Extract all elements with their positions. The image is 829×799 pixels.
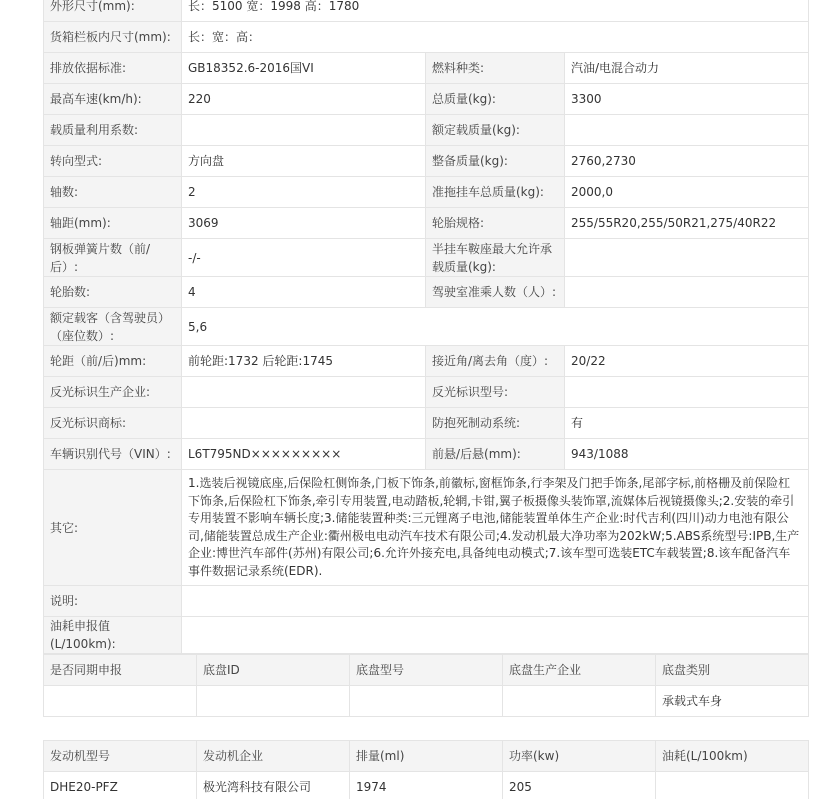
spec-row xyxy=(44,586,809,617)
spec-row xyxy=(44,115,809,146)
spec-row xyxy=(44,439,809,470)
spec-value xyxy=(182,377,426,408)
spec-label: 燃料种类: xyxy=(426,53,565,84)
spec-row xyxy=(44,22,809,53)
spec-value: 前轮距:1732 后轮距:1745 xyxy=(182,346,426,377)
spec-label: 轮胎数: xyxy=(44,277,182,308)
chassis-header-cell: 底盘生产企业 xyxy=(503,655,656,686)
engine-header-row xyxy=(44,741,809,772)
spec-label: 其它: xyxy=(44,470,182,586)
engine-data-row xyxy=(44,772,809,799)
spec-label: 反光标识生产企业: xyxy=(44,377,182,408)
engine-header-cell: 发动机企业 xyxy=(197,741,350,772)
chassis-cell xyxy=(44,686,197,717)
spec-value: 255/55R20,255/50R21,275/40R22 xyxy=(565,208,809,239)
spec-label: 前悬/后悬(mm): xyxy=(426,439,565,470)
spec-label: 总质量(kg): xyxy=(426,84,565,115)
spec-label: 钢板弹簧片数（前/后）: xyxy=(44,239,182,277)
spec-label: 轴数: xyxy=(44,177,182,208)
chassis-header-row xyxy=(44,655,809,686)
spec-value: L6T795ND××××××××× xyxy=(182,439,426,470)
chassis-cell xyxy=(197,686,350,717)
spec-value xyxy=(182,115,426,146)
spec-label: 反光标识型号: xyxy=(426,377,565,408)
spec-label: 油耗申报值(L/100km): xyxy=(44,617,182,654)
spec-row xyxy=(44,277,809,308)
spec-label: 说明: xyxy=(44,586,182,617)
spec-row xyxy=(44,177,809,208)
spec-label: 车辆识别代号（VIN）: xyxy=(44,439,182,470)
chassis-table xyxy=(43,654,809,717)
chassis-header-cell: 是否同期申报 xyxy=(44,655,197,686)
spec-value: 2 xyxy=(182,177,426,208)
engine-cell: 1974 xyxy=(350,772,503,799)
spec-value: 5,6 xyxy=(182,308,809,346)
spec-value: 长：5100 宽：1998 高：1780 xyxy=(182,0,809,22)
spec-label: 整备质量(kg): xyxy=(426,146,565,177)
spec-value: 3069 xyxy=(182,208,426,239)
vehicle-spec-table xyxy=(43,0,809,654)
chassis-cell: 承载式车身 xyxy=(656,686,809,717)
chassis-header-cell: 底盘类别 xyxy=(656,655,809,686)
engine-header-cell: 功率(kw) xyxy=(503,741,656,772)
spec-value: 220 xyxy=(182,84,426,115)
spec-label: 额定载质量(kg): xyxy=(426,115,565,146)
spec-value xyxy=(565,115,809,146)
spec-row xyxy=(44,146,809,177)
spec-row xyxy=(44,308,809,346)
spec-value: 20/22 xyxy=(565,346,809,377)
spec-value: 1.选装后视镜底座,后保险杠侧饰条,门板下饰条,前徽标,窗框饰条,行李架及门把手饰条,尾部字标,前格栅及前保险杠下饰条,后保险杠下饰条,牵引专用装置,电动踏板,轮辋,卡钳,翼子板摄像头装饰罩,流媒体后视镜摄像头;2.安装的牵引专用装置不影响车辆长度;3.储能装置种类:三元锂离子电池,储能装置单体生产企业:时代吉利(四川)动力电池有限公司,储能装置总成生产企业:衢州极电电动汽车技术有限公司;4.发动机最大净功率为202kW;5.ABS系统型号:IPB,生产企业:博世汽车部件(苏州)有限公司;6.允许外接充电,具备纯电动模式;7.该车型可选装ETC车载装置;8.该车配备汽车事件数据记录系统(EDR). xyxy=(182,470,809,586)
spec-label: 载质量利用系数: xyxy=(44,115,182,146)
engine-header-cell: 油耗(L/100km) xyxy=(656,741,809,772)
spec-row xyxy=(44,0,809,22)
spec-label: 轮胎规格: xyxy=(426,208,565,239)
spec-label: 轮距（前/后)mm: xyxy=(44,346,182,377)
spec-value xyxy=(565,239,809,277)
engine-cell: 205 xyxy=(503,772,656,799)
chassis-header-cell: 底盘ID xyxy=(197,655,350,686)
spec-row xyxy=(44,617,809,654)
spec-label: 准拖挂车总质量(kg): xyxy=(426,177,565,208)
spec-row xyxy=(44,377,809,408)
chassis-cell xyxy=(503,686,656,717)
spec-row xyxy=(44,84,809,115)
spec-label: 接近角/离去角（度）: xyxy=(426,346,565,377)
spec-value: GB18352.6-2016国VI xyxy=(182,53,426,84)
spec-label: 货箱栏板内尺寸(mm): xyxy=(44,22,182,53)
spec-value: 943/1088 xyxy=(565,439,809,470)
chassis-header-cell: 底盘型号 xyxy=(350,655,503,686)
engine-cell xyxy=(656,772,809,799)
engine-header-cell: 发动机型号 xyxy=(44,741,197,772)
spec-row xyxy=(44,208,809,239)
spec-value: 长：宽：高： xyxy=(182,22,809,53)
spec-label: 驾驶室准乘人数（人）: xyxy=(426,277,565,308)
spec-value: 有 xyxy=(565,408,809,439)
chassis-data-row xyxy=(44,686,809,717)
spec-value xyxy=(182,586,809,617)
spec-value: 2000,0 xyxy=(565,177,809,208)
spec-label: 防抱死制动系统: xyxy=(426,408,565,439)
spec-label: 额定载客（含驾驶员）（座位数）: xyxy=(44,308,182,346)
spec-row xyxy=(44,53,809,84)
spec-label: 半挂车鞍座最大允许承载质量(kg): xyxy=(426,239,565,277)
spec-label: 反光标识商标: xyxy=(44,408,182,439)
engine-table xyxy=(43,740,809,799)
spec-label: 外形尺寸(mm): xyxy=(44,0,182,22)
spec-value: 3300 xyxy=(565,84,809,115)
spec-label: 最高车速(km/h): xyxy=(44,84,182,115)
spec-table-body xyxy=(44,0,809,654)
spec-value: 汽油/电混合动力 xyxy=(565,53,809,84)
spec-value: -/- xyxy=(182,239,426,277)
spec-row xyxy=(44,346,809,377)
spec-label: 轴距(mm): xyxy=(44,208,182,239)
spec-row xyxy=(44,239,809,277)
spec-row xyxy=(44,408,809,439)
engine-cell: 极光湾科技有限公司 xyxy=(197,772,350,799)
spec-value xyxy=(182,617,809,654)
engine-header-cell: 排量(ml) xyxy=(350,741,503,772)
spec-value xyxy=(565,277,809,308)
engine-cell: DHE20-PFZ xyxy=(44,772,197,799)
chassis-cell xyxy=(350,686,503,717)
spec-label: 转向型式: xyxy=(44,146,182,177)
spec-value: 方向盘 xyxy=(182,146,426,177)
spec-value xyxy=(182,408,426,439)
spec-value: 2760,2730 xyxy=(565,146,809,177)
spec-value: 4 xyxy=(182,277,426,308)
spec-label: 排放依据标准: xyxy=(44,53,182,84)
spec-value xyxy=(565,377,809,408)
spec-row xyxy=(44,470,809,586)
